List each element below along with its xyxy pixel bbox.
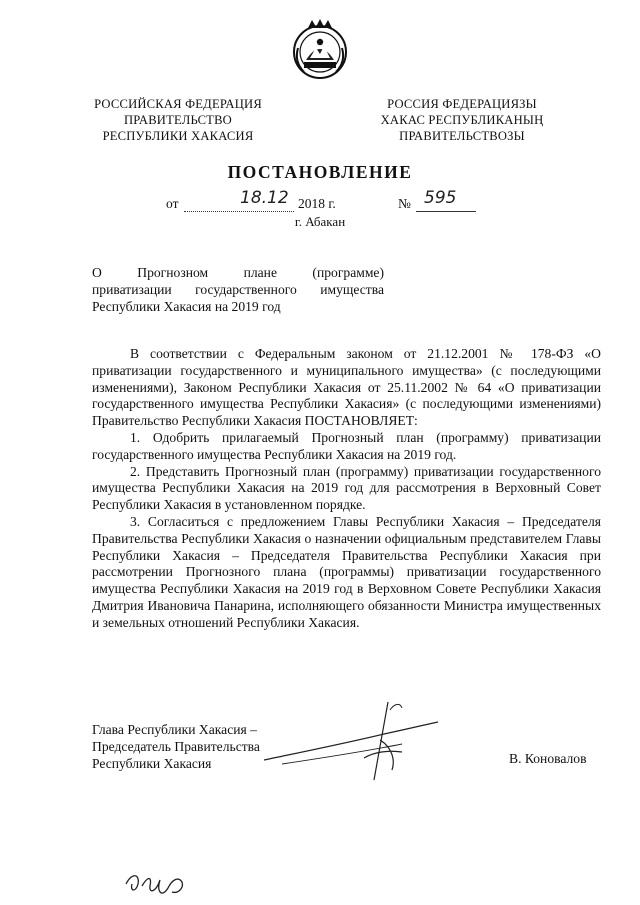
subject-line: О Прогнозном плане (программе) [92, 265, 384, 280]
date-year: 2018 г. [298, 196, 336, 211]
header-right-line: ХАКАС РЕСПУБЛИКАНЫҢ [380, 113, 544, 127]
coat-of-arms-emblem [290, 18, 350, 84]
signatory-title-line: Глава Республики Хакасия – [92, 722, 257, 737]
signatory-name: В. Коновалов [509, 751, 587, 766]
date-underline [184, 211, 294, 212]
handwritten-date: 18.12 [240, 188, 289, 208]
document-title: ПОСТАНОВЛЕНИЕ [227, 162, 413, 182]
subject-line: Республики Хакасия на 2019 год [92, 299, 281, 314]
subject-line: приватизации государственного имущества [92, 282, 384, 297]
number-underline [416, 211, 476, 212]
signatory-title-line: Председатель Правительства [92, 739, 260, 754]
body-item: 1. Одобрить прилагаемый Прогнозный план (программу) приватизации государственного имущества Республики Хакасия на 2019 год. [92, 429, 601, 462]
document-body [92, 346, 601, 632]
city: г. Абакан [294, 214, 346, 229]
handwritten-number: 595 [424, 188, 457, 208]
body-paragraph-intro: В соответствии с Федеральным законом от 21.12.2001 № 178-ФЗ «О приватизации государственного и муниципального имущества» (с последующими изменениями), Законом Республики Хакасия от 25.11.2002 № 64 «О приватизации государственного имущества Республики Хакасия» (с последующими изменениями) Правительство Республики Хакасия ПОСТАНОВЛЯЕТ: [92, 346, 601, 429]
number-label: № [398, 196, 411, 211]
header-right-line: ПРАВИТЕЛЬСТВОЗЫ [399, 129, 525, 143]
date-from-label: от [166, 196, 179, 211]
header-left-line: ПРАВИТЕЛЬСТВО [124, 113, 232, 127]
body-item: 2. Представить Прогнозный план (программу) приватизации государственного имущества Республики Хакасия на 2019 год для рассмотрения в Верховный Совет Республики Хакасия в установленном порядке. [92, 463, 601, 513]
signatory-title-line: Республики Хакасия [92, 756, 212, 771]
header-left [78, 96, 278, 144]
header-right [362, 96, 562, 144]
header-left-line: РЕСПУБЛИКИ ХАКАСИЯ [102, 129, 254, 143]
handwritten-initials [122, 862, 186, 900]
body-item: 3. Согласиться с предложением Главы Республики Хакасия – Председателя Правительства Республики Хакасия о назначении официальным представителем Главы Республики Хакасия – Председателя Правительства Республики Хакасия при рассмотрении Прогнозного плана (программы) приватизации государственного имущества Республики Хакасия на 2019 год в Верховном Совете Республики Хакасия Дмитрия Ивановича Панарина, исполняющего обязанности Министра имущественных и земельных отношений Республики Хакасия. [92, 513, 601, 630]
header-right-line: РОССИЯ ФЕДЕРАЦИЯЗЫ [387, 97, 537, 111]
subject-block [92, 264, 384, 315]
handwritten-signature [262, 700, 440, 784]
header-left-line: РОССИЙСКАЯ ФЕДЕРАЦИЯ [94, 97, 262, 111]
